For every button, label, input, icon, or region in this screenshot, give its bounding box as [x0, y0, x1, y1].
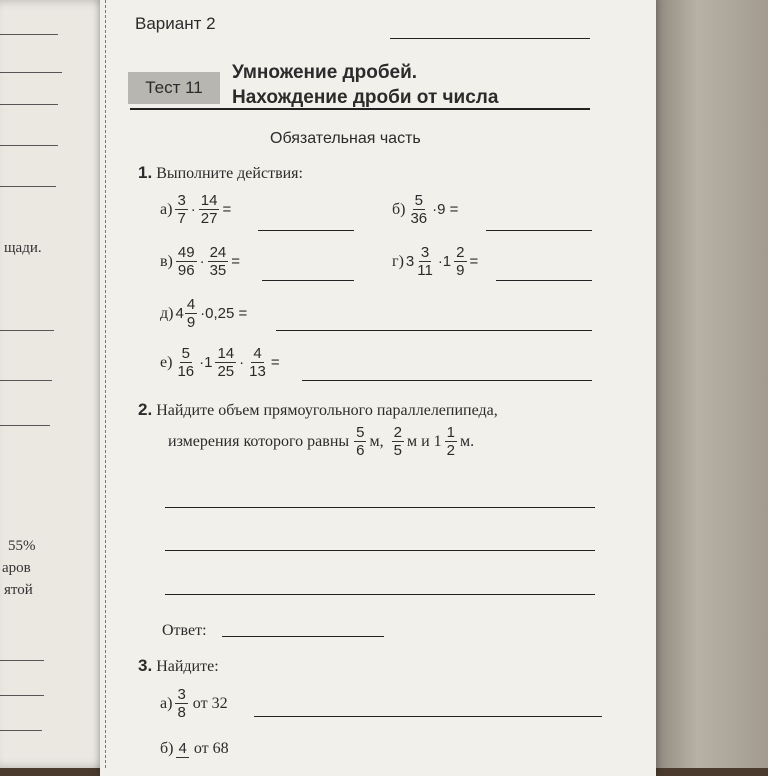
item-label: а) [160, 694, 173, 712]
fraction: $\frac{1}{2}$ [446, 424, 455, 459]
work-line[interactable] [165, 594, 595, 595]
task-2-number: 2. [138, 400, 153, 419]
unit-text: м и 1 [406, 432, 442, 450]
item-label: д) [160, 304, 174, 322]
left-rule [0, 695, 44, 696]
fraction: $\frac{5}{36}$ [410, 192, 428, 227]
operator: · [190, 201, 196, 218]
answer-line-1v[interactable] [262, 280, 354, 281]
fraction: $\frac{4}{9}$ [186, 296, 196, 331]
fraction: $\frac{4}{13}$ [249, 345, 266, 380]
answer-line-1b[interactable] [486, 230, 592, 231]
header-divider [130, 108, 590, 110]
title-line-1: Умножение дробей. [232, 62, 418, 83]
answer-line-1d[interactable] [276, 330, 592, 331]
task-3-prompt: Найдите: [156, 658, 219, 675]
answer-line-1e[interactable] [302, 380, 592, 381]
left-rule [0, 145, 58, 146]
task-3-heading [138, 656, 219, 676]
operator-tail: ·9 = [432, 201, 459, 218]
item-label: б) [160, 740, 174, 757]
task-3-number: 3. [138, 656, 153, 675]
whole-part: 4 [175, 305, 184, 322]
left-rule [0, 104, 58, 105]
task-2-text-line-2: измерения которого равны [168, 432, 350, 450]
variant-label: Вариант 2 [135, 14, 216, 33]
name-answer-line [390, 38, 590, 39]
left-page [0, 0, 112, 768]
answer-line-1a[interactable] [258, 230, 354, 231]
equals: = [469, 253, 479, 270]
work-line[interactable] [165, 507, 595, 508]
left-fragment-text: 55% [8, 538, 36, 554]
task-2-heading [138, 400, 598, 420]
left-rule [0, 34, 58, 35]
fraction: $\frac{2}{5}$ [393, 424, 402, 459]
task-3b-expression [160, 740, 231, 758]
fraction: $\frac{5}{6}$ [356, 424, 365, 459]
task-1d-expression [160, 296, 249, 331]
fraction: $\frac{14}{27}$ [200, 192, 218, 227]
left-rule [0, 186, 56, 187]
task-1b-expression [392, 192, 460, 227]
task-1-heading [138, 163, 303, 183]
left-rule [0, 425, 50, 426]
answer-line-2[interactable] [222, 636, 384, 637]
item-label: б) [392, 200, 406, 218]
fraction: $\frac{14}{25}$ [217, 345, 235, 380]
fraction: $\frac{3}{7}$ [177, 192, 186, 227]
work-line[interactable] [165, 550, 595, 551]
task-3a-expression [160, 686, 230, 721]
item-label: е) [160, 353, 173, 371]
page-title [232, 60, 498, 110]
answer-line-1g[interactable] [496, 280, 592, 281]
left-fragment-text: аров [2, 560, 31, 576]
left-fragment-text: щади. [4, 240, 42, 256]
item-tail: от 68 [193, 740, 229, 757]
answer-label: Ответ: [162, 622, 207, 639]
task-2-dimensions [168, 424, 476, 459]
item-tail: от 32 [192, 694, 228, 712]
left-rule [0, 330, 54, 331]
task-1-number: 1. [138, 163, 153, 182]
operator: · [199, 253, 205, 270]
task-1v-expression [160, 244, 242, 279]
fraction: $\frac{5}{16}$ [177, 345, 195, 380]
item-label: в) [160, 252, 173, 270]
equals: = [231, 253, 241, 270]
unit-text: м, [369, 432, 384, 450]
section-title: Обязательная часть [270, 130, 421, 147]
left-rule [0, 380, 52, 381]
test-badge: Тест 11 [128, 72, 220, 104]
title-line-2: Нахождение дроби от числа [232, 87, 499, 108]
task-2-text-line-1: Найдите объем прямоугольного параллелепипеда, [156, 402, 498, 419]
fraction: $\frac{2}{9}$ [456, 244, 465, 279]
left-rule [0, 72, 62, 73]
task-1g-expression [392, 244, 480, 279]
left-rule [0, 730, 42, 731]
cut-line [105, 0, 106, 768]
operator: ·1 [199, 354, 213, 371]
unit-text: м. [459, 432, 475, 450]
item-label: г) [392, 252, 404, 270]
left-rule [0, 660, 44, 661]
task-1e-expression [160, 345, 282, 380]
fraction: $\frac{3}{8}$ [177, 686, 186, 721]
equals: = [270, 354, 280, 371]
equals: = [222, 201, 232, 218]
operator: ·1 [437, 253, 452, 270]
fraction: $\frac{49}{96}$ [177, 244, 195, 279]
item-label: а) [160, 200, 173, 218]
task-1-prompt: Выполните действия: [156, 165, 303, 182]
task-1a-expression [160, 192, 233, 227]
operator-tail: ·0,25 = [200, 305, 248, 322]
background-surface [650, 0, 768, 768]
fraction: $\frac{3}{11}$ [417, 244, 433, 279]
answer-line-3a[interactable] [254, 716, 602, 717]
fraction: $\frac{24}{35}$ [209, 244, 227, 279]
fraction: 4 [178, 740, 187, 757]
whole-part: 3 [405, 253, 415, 270]
operator: · [239, 354, 245, 371]
left-fragment-text: ятой [4, 582, 33, 598]
